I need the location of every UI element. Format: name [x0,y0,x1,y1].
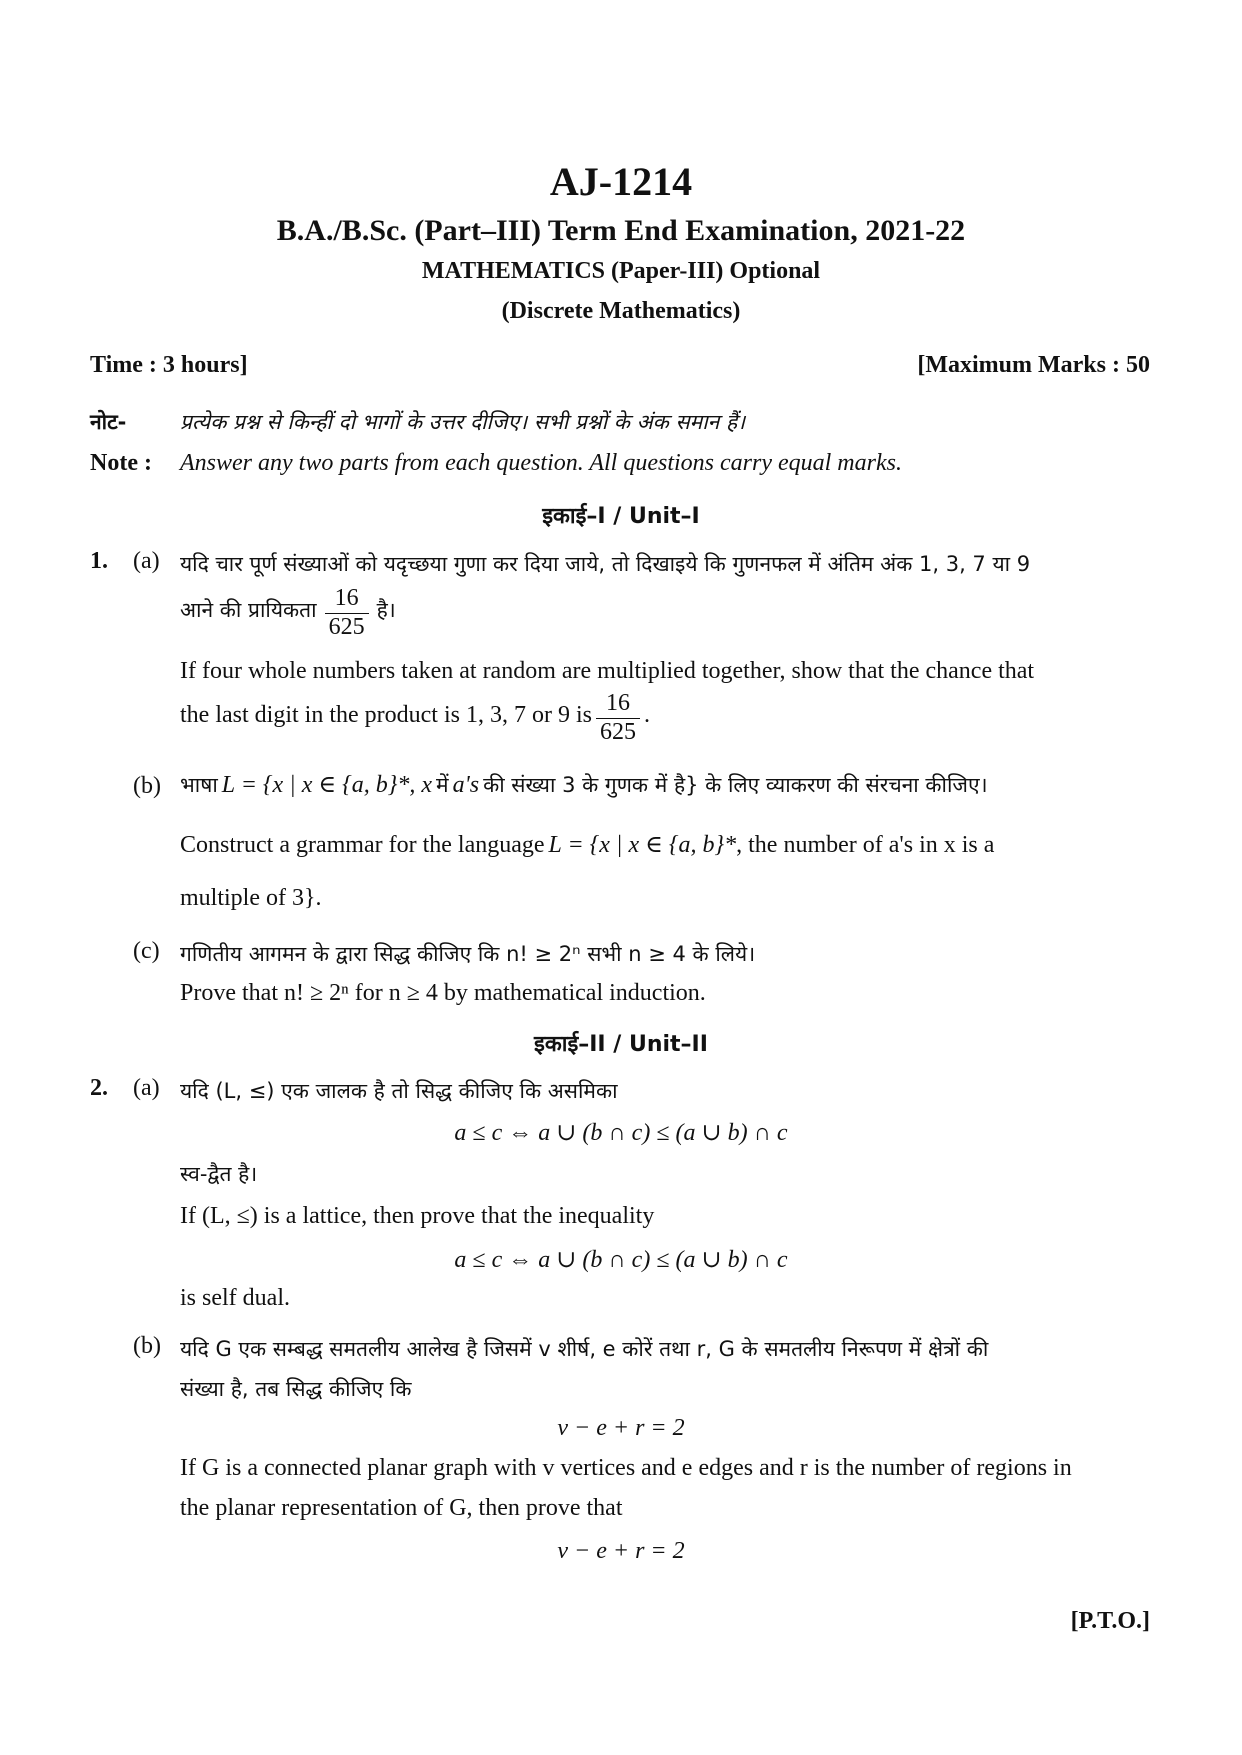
note-text-hindi: प्रत्येक प्रश्न से किन्हीं दो भागों के उत्तर दीजिए। सभी प्रश्नों के अंक समान हैं। [180,410,746,434]
q1a-hindi-line2 [180,585,396,641]
q2a-hindi-line1: यदि (L, ≤) एक जालक है तो सिद्ध कीजिए कि असमिका [180,1079,618,1103]
time-label: Time : 3 hours] [90,352,248,378]
exam-title: B.A./B.Sc. (Part–III) Term End Examination, 2021-22 [276,214,966,247]
fraction-numerator: 16 [325,585,369,614]
q2a-hindi-line2: स्व-द्वैत है। [180,1162,258,1186]
q1c-hindi: गणितीय आगमन के द्वारा सिद्ध कीजिए कि n! ≥ 2ⁿ सभी n ≥ 4 के लिये। [180,942,756,966]
q1b-label: (b) [133,773,161,799]
note-label-english: Note : [90,450,152,476]
q1b-english-line2: multiple of 3}. [180,885,322,911]
subject-title: MATHEMATICS (Paper-III) Optional [421,258,821,284]
q1c-english: Prove that n! ≥ 2ⁿ for n ≥ 4 by mathematical induction. [180,980,706,1006]
question-1-number: 1. [90,548,108,574]
q1b-english-line1 [180,830,994,859]
note-text-english: Answer any two parts from each question. All questions carry equal marks. [180,450,902,476]
q1b-english-pre: Construct a grammar for the language [180,832,545,858]
q2a-english-line2: is self dual. [180,1285,290,1311]
q1a-english-line2 [180,690,650,746]
pto-label: [P.T.O.] [1070,1608,1150,1634]
note-label-hindi: नोट- [90,410,127,434]
q2b-formula-1: v − e + r = 2 [557,1415,685,1441]
q1a-label: (a) [133,548,160,574]
q2b-english-line1: If G is a connected planar graph with v vertices and e edges and r is the number of regions in [180,1455,1072,1481]
q1a-hindi-line1: यदि चार पूर्ण संख्याओं को यदृच्छया गुणा कर दिया जाये, तो दिखाइये कि गुणनफल में अंतिम अंक 1, 3, 7 या 9 [180,552,1031,576]
fraction-16-625-en [596,690,640,746]
q1c-label: (c) [133,938,160,964]
q1b-english-math: L = {x | x ∈ {a, b}* [548,832,737,858]
q1b-hindi-line [180,770,988,799]
q1b-hindi-pre: भाषा [180,773,218,797]
q1b-hindi-as: a's [452,772,480,798]
q1a-hindi-line2-post: है। [376,597,396,622]
q2b-label: (b) [133,1333,161,1359]
paper-code: AJ-1214 [549,159,693,204]
q1a-hindi-line2-pre: आने की प्रायिकता [180,597,317,622]
fraction-numerator: 16 [596,690,640,719]
q2b-hindi-line2: संख्या है, तब सिद्ध कीजिए कि [180,1377,412,1401]
q1b-hindi-post: की संख्या 3 के गुणक में है} के लिए व्याकरण की संरचना कीजिए। [483,773,988,797]
fraction-denominator: 625 [328,613,365,640]
q2a-label: (a) [133,1075,160,1101]
q2b-formula-2: v − e + r = 2 [557,1538,685,1564]
q2b-hindi-line1: यदि G एक सम्बद्ध समतलीय आलेख है जिसमें v शीर्ष, e कोरें तथा r, G के समतलीय निरूपण में क्षेत्रों की [180,1337,989,1361]
q1b-hindi-math: L = {x | x ∈ {a, b}*, x [221,772,433,798]
q1b-hindi-mid: में [436,773,449,797]
q1a-english-line2-post: . [643,701,650,728]
q1a-english-line1: If four whole numbers taken at random are multiplied together, show that the chance that [180,658,1035,684]
paper-subtitle: (Discrete Mathematics) [501,298,741,324]
q1b-english-post: , the number of a's in x is a [736,832,995,858]
q2a-english-line1: If (L, ≤) is a lattice, then prove that the inequality [180,1203,655,1229]
fraction-denominator: 625 [599,718,636,745]
unit-2-heading: इकाई–II / Unit–II [534,1032,708,1057]
unit-1-heading: इकाई–I / Unit–I [542,504,700,529]
q1a-english-line2-pre: the last digit in the product is 1, 3, 7 or 9 is [180,701,592,728]
q2a-formula-1: a ≤ c ⇔ a ∪ (b ∩ c) ≤ (a ∪ b) ∩ c [454,1120,788,1146]
q2a-formula-2: a ≤ c ⇔ a ∪ (b ∩ c) ≤ (a ∪ b) ∩ c [454,1247,788,1273]
fraction-16-625 [325,585,369,641]
max-marks-label: [Maximum Marks : 50 [917,352,1150,378]
question-2-number: 2. [90,1075,108,1101]
q2b-english-line2: the planar representation of G, then prove that [180,1495,623,1521]
